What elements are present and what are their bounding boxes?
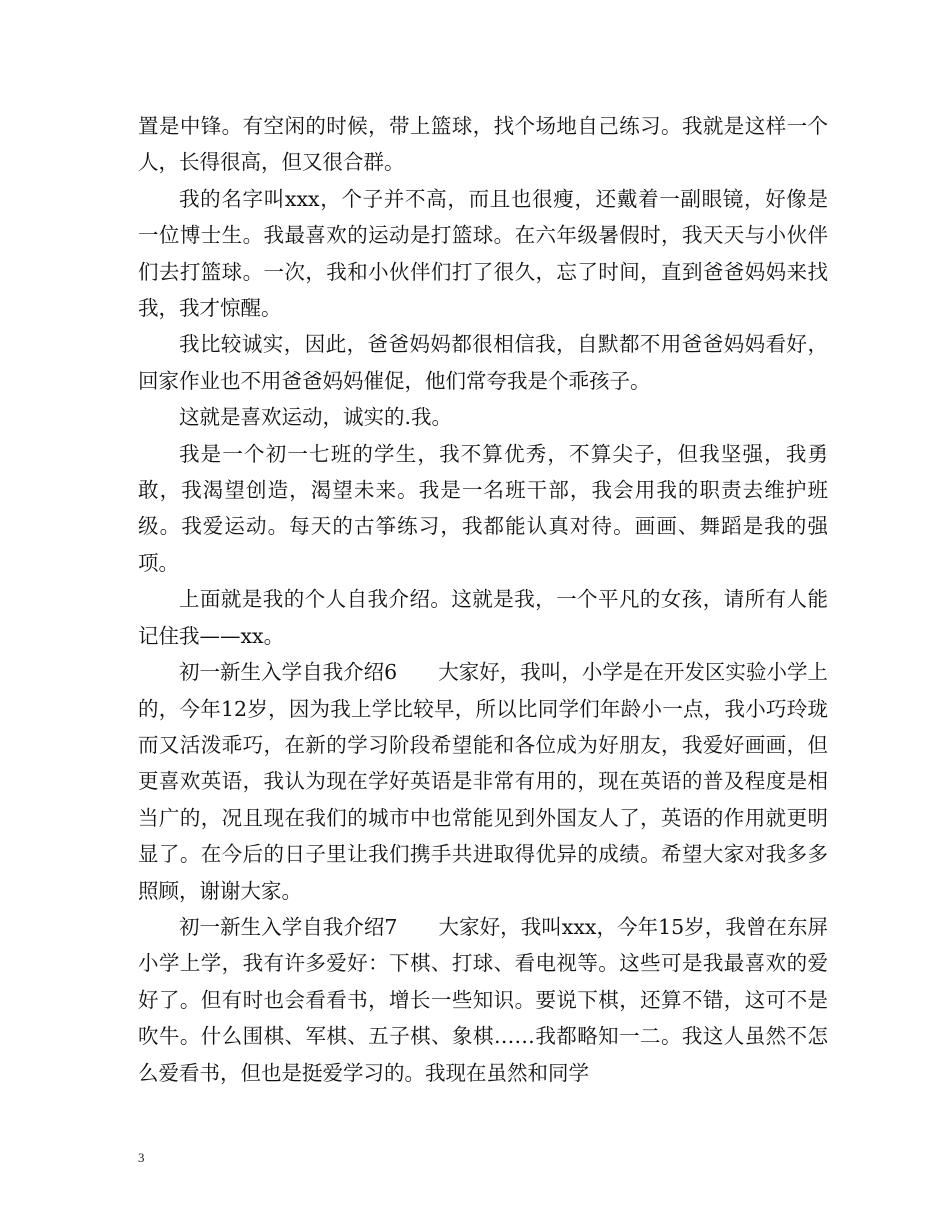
paragraph-8: 初一新生入学自我介绍7 大家好，我叫xxx，今年15岁，我曾在东屏小学上学，我有许多爱好：下棋、打球、看电视等。这些可是我最喜欢的爱好了。但有时也会看看书，增长一些知识。要说下棋，还算不错，这可不是吹牛。什么围棋、军棋、五子棋、象棋……我都略知一二。我这人虽然不怎么爱看书，但也是挺爱学习的。我现在虽然和同学: [138, 914, 828, 1085]
paragraph-7: 初一新生入学自我介绍6 大家好，我叫，小学是在开发区实验小学上的，今年12岁，因为我上学比较早，所以比同学们年龄小一点，我小巧玲珑而又活泼乖巧，在新的学习阶段希望能和各位成为好朋友，我爱好画画，但更喜欢英语，我认为现在学好英语是非常有用的，现在英语的普及程度是相当广的，况且现在我们的城市中也常能见到外国友人了，英语的作用就更明显了。在今后的日子里让我们携手共进取得优异的成绩。希望大家对我多多照顾，谢谢大家。: [138, 660, 828, 903]
paragraph-5: 我是一个初一七班的学生，我不算优秀，不算尖子，但我坚强，我勇敢，我渴望创造，渴望未来。我是一名班干部，我会用我的职责去维护班级。我爱运动。每天的古筝练习，我都能认真对待。画画、舞蹈是我的强项。: [138, 441, 828, 575]
document-body: [138, 108, 828, 1091]
paragraph-6: 上面就是我的个人自我介绍。这就是我，一个平凡的女孩，请所有人能记住我——xx。: [138, 587, 828, 648]
paragraph-1: 置是中锋。有空闲的时候，带上篮球，找个场地自己练习。我就是这样一个人，长得很高，但又很合群。: [138, 114, 828, 175]
page-number: 3: [138, 1150, 145, 1165]
paragraph-2: 我的名字叫xxx，个子并不高，而且也很瘦，还戴着一副眼镜，好像是一位博士生。我最喜欢的运动是打篮球。在六年级暑假时，我天天与小伙伴们去打篮球。一次，我和小伙伴们打了很久，忘了时间，直到爸爸妈妈来找我，我才惊醒。: [138, 186, 828, 321]
paragraph-4: 这就是喜欢运动，诚实的.我。: [179, 405, 453, 430]
paragraph-3: 我比较诚实，因此，爸爸妈妈都很相信我，自默都不用爸爸妈妈看好，回家作业也不用爸爸妈妈催促，他们常夸我是个乖孩子。: [138, 332, 828, 393]
